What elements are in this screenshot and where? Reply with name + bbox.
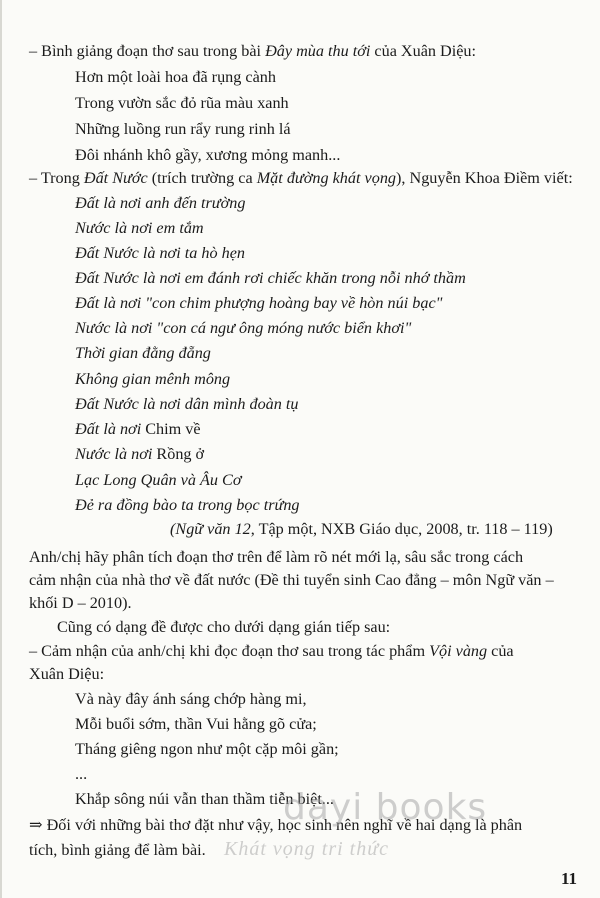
watermark-logo: dayi books — [283, 787, 488, 828]
text: của Xuân Diệu: — [370, 42, 477, 60]
text: Đất là nơi — [75, 420, 146, 438]
poem-2-line-5: Đất là nơi "con chim phượng hoàng bay về hòn núi bạc" — [75, 294, 443, 312]
poem-2-line-8: Không gian mênh mông — [75, 370, 231, 388]
section-4-heading-cont: Xuân Diệu: — [29, 665, 105, 683]
task-line-1: Anh/chị hãy phân tích đoạn thơ trên để làm rõ nét mới lạ, sâu sắc trong cách — [29, 548, 524, 566]
text: – Trong — [29, 169, 84, 187]
text: ), Nguyễn Khoa Điềm viết: — [396, 169, 573, 187]
watermark-slogan: Khát vọng tri thức — [224, 838, 390, 860]
poem-2-line-4: Đất Nước là nơi em đánh rơi chiếc khăn trong nỗi nhớ thầm — [75, 269, 466, 287]
conclusion-line-1: ⇒ Đối với những bài thơ đặt như vậy, học sinh nên nghĩ về hai dạng là phân — [29, 816, 523, 834]
poem-2-line-7: Thời gian đằng đẵng — [75, 344, 211, 362]
section-3-heading: Cũng có dạng đề được cho dưới dạng gián tiếp sau: — [57, 618, 391, 636]
poem-2-line-1: Đất là nơi anh đến trường — [75, 194, 246, 212]
poem-1-line-2: Trong vườn sắc đỏ rũa màu xanh — [75, 94, 289, 112]
poem-2-line-10 — [75, 419, 201, 439]
poem-3-ellipsis: ... — [75, 765, 88, 783]
poem-2-line-6: Nước là nơi "con cá ngư ông móng nước biển khơi" — [75, 319, 412, 337]
text: Rồng ở — [156, 445, 205, 463]
page-edge-shadow — [0, 0, 2, 898]
work-title: Mặt đường khát vọng — [256, 169, 397, 187]
section-2-heading — [29, 168, 573, 188]
poem-1-line-3: Những luồng run rẩy rung rinh lá — [75, 120, 291, 138]
poem-2-line-2: Nước là nơi em tắm — [75, 219, 204, 237]
work-title: Vội vàng — [429, 642, 488, 660]
page-number: 11 — [561, 869, 578, 888]
poem-2-line-11 — [75, 444, 204, 464]
poem-3-line-3: Tháng giêng ngon như một cặp môi gần; — [75, 740, 339, 758]
source-citation — [170, 519, 553, 539]
task-line-3: khối D – 2010). — [29, 594, 132, 612]
poem-3-line-4: Khắp sông núi vẫn than thầm tiễn biệt... — [75, 790, 334, 808]
poem-2-line-13: Đẻ ra đồng bào ta trong bọc trứng — [75, 496, 300, 514]
poem-2-line-3: Đất Nước là nơi ta hò hẹn — [75, 244, 245, 262]
task-line-2: cảm nhận của nhà thơ về đất nước (Đề thi tuyển sinh Cao đẳng – môn Ngữ văn – — [29, 571, 554, 589]
work-title: Đây mùa thu tới — [265, 42, 371, 60]
poem-2-line-9: Đất Nước là nơi dân mình đoàn tụ — [75, 395, 299, 413]
poem-3-line-1: Và này đây ánh sáng chớp hàng mi, — [75, 690, 307, 708]
text: Chim về — [145, 420, 201, 438]
poem-3-line-2: Mỗi buổi sớm, thần Vui hằng gõ cửa; — [75, 715, 317, 733]
text: – Cảm nhận của anh/chị khi đọc đoạn thơ sau trong tác phẩm — [29, 642, 430, 660]
text: , Tập một, NXB Giáo dục, 2008, tr. 118 – 119) — [250, 520, 553, 538]
text: (trích trường ca — [147, 169, 257, 187]
book-title: (Ngữ văn 12 — [170, 520, 251, 538]
work-title: Đất Nước — [83, 169, 148, 187]
text: Nước là nơi — [75, 445, 157, 463]
text: – Bình giảng đoạn thơ sau trong bài — [29, 42, 266, 60]
poem-1-line-4: Đôi nhánh khô gầy, xương mỏng manh... — [75, 146, 341, 164]
section-4-heading — [29, 641, 514, 661]
section-1-heading — [29, 41, 476, 61]
poem-2-line-12: Lạc Long Quân và Âu Cơ — [75, 471, 242, 489]
text: của — [487, 642, 514, 660]
poem-1-line-1: Hơn một loài hoa đã rụng cành — [75, 68, 276, 86]
conclusion-line-2: tích, bình giảng để làm bài. — [29, 841, 206, 859]
